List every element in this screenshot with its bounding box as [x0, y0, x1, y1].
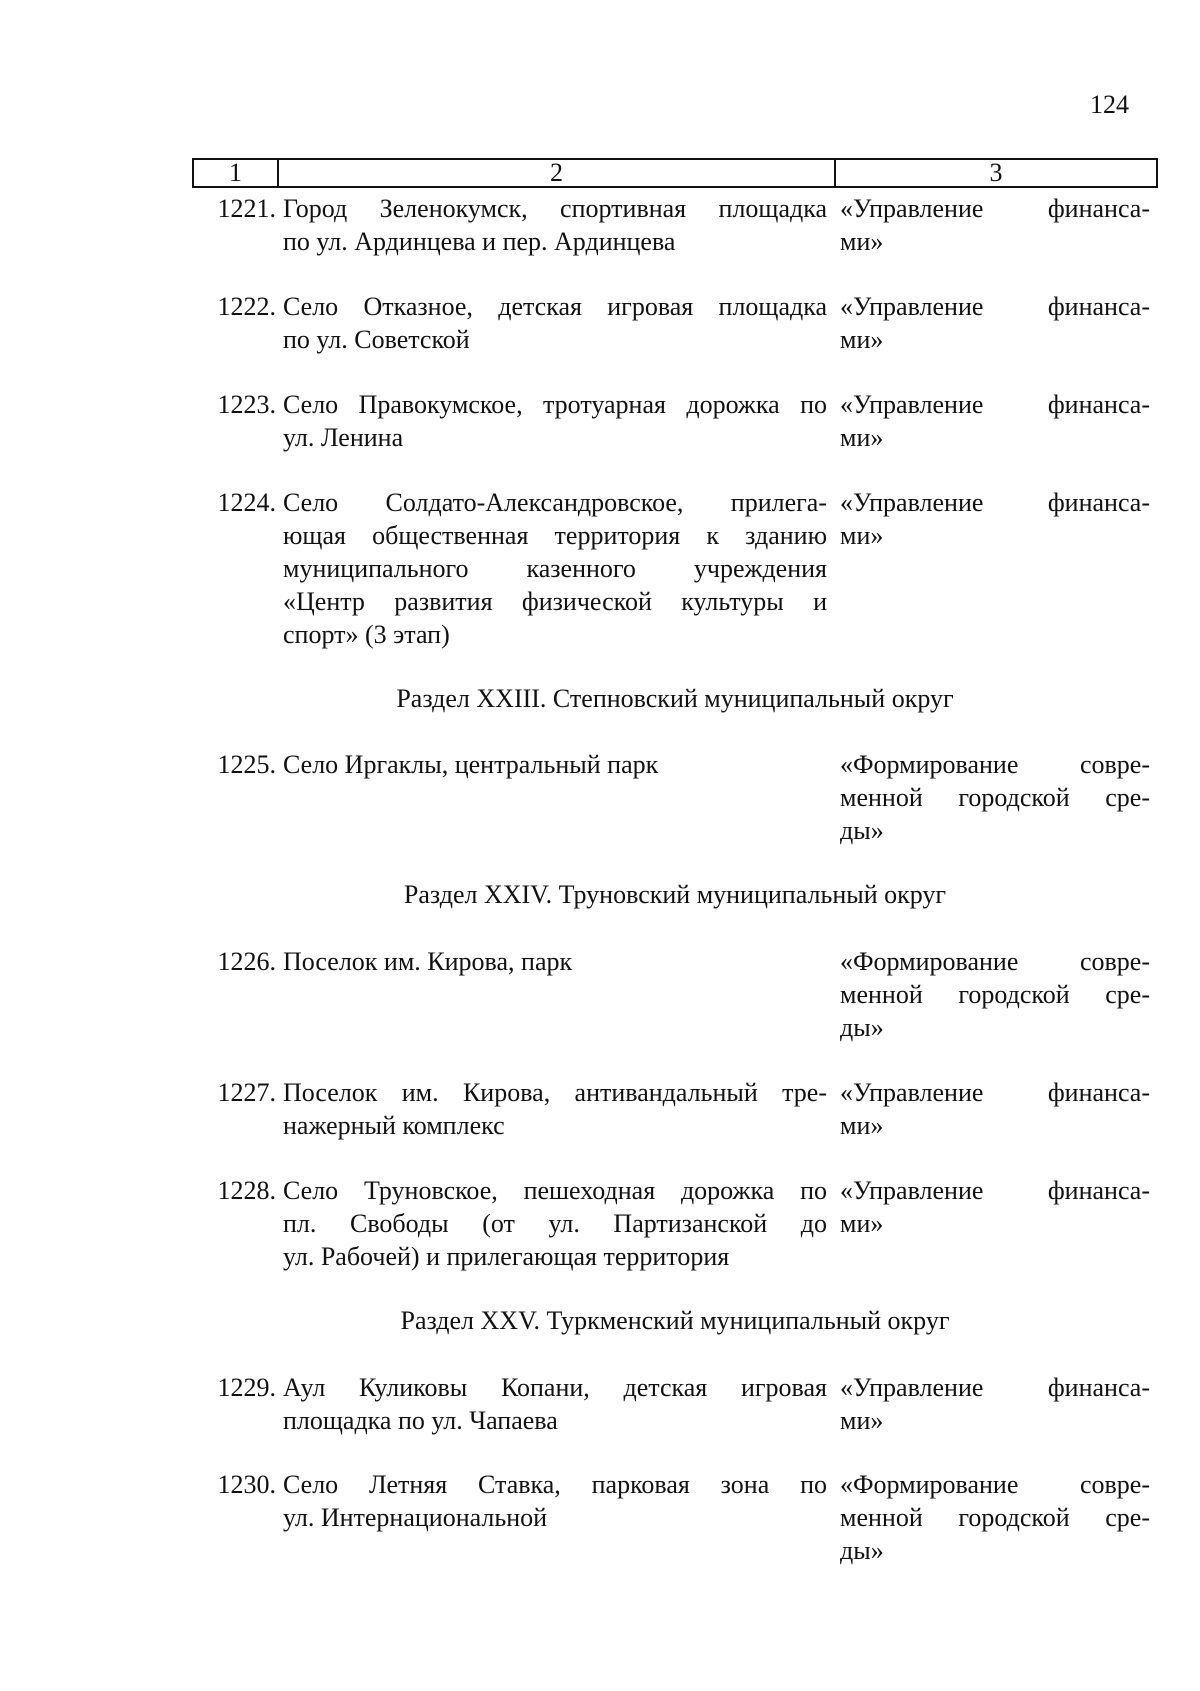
row-object [283, 748, 827, 781]
row-object-line: Город Зеленокумск, спортивная площадка [283, 194, 827, 223]
page-number: 124 [1090, 90, 1129, 119]
row-object-line: Поселок им. Кирова, антивандальный тре- [283, 1078, 827, 1107]
row-object-line: спорт» (3 этап) [283, 620, 450, 649]
row-object-line: Село Летняя Ставка, парковая зона по [283, 1470, 827, 1499]
row-object-line: Село Правокумское, тротуарная дорожка по [283, 390, 827, 419]
row-object-line: Село Труновское, пешеходная дорожка по [283, 1176, 827, 1205]
row-object-line: пл. Свободы (от ул. Партизанской до [283, 1209, 827, 1238]
row-object [283, 1076, 827, 1142]
row-program [840, 1076, 1150, 1142]
row-program [840, 945, 1150, 1044]
row-number: 1221. [217, 194, 276, 223]
row-program-line: ды» [840, 1536, 884, 1565]
row-program-line: ми» [840, 325, 884, 354]
row-object-line: муниципального казенного учреждения [283, 554, 827, 583]
row-number: 1224. [217, 488, 276, 517]
row-object [283, 1174, 827, 1273]
row-program-line: ми» [840, 227, 884, 256]
row-object-line: ул. Ленина [283, 423, 404, 452]
row-program-line: ми» [840, 1209, 884, 1238]
row-object-line: Село Отказное, детская игровая площадка [283, 292, 827, 321]
row-object [283, 388, 827, 454]
row-program-line: ми» [840, 521, 884, 550]
header-column-1: 1 [194, 160, 279, 186]
row-number: 1227. [217, 1078, 276, 1107]
row-program [840, 486, 1150, 552]
row-object-line: по ул. Советской [283, 325, 470, 354]
row-program [840, 290, 1150, 356]
row-object [283, 192, 827, 258]
row-number: 1230. [217, 1470, 276, 1499]
header-column-2: 2 [279, 160, 836, 186]
row-object-line: площадка по ул. Чапаева [283, 1406, 558, 1435]
section-heading: Раздел XXIV. Труновский муниципальный округ [403, 880, 947, 909]
row-object-line: Аул Куликовы Копани, детская игровая [283, 1373, 827, 1402]
row-program-line: «Управление финанса- [840, 1373, 1150, 1402]
row-object-line: по ул. Ардинцева и пер. Ардинцева [283, 227, 676, 256]
row-program-line: менной городской сре- [840, 980, 1150, 1009]
row-number: 1226. [217, 947, 276, 976]
row-object-line: Поселок им. Кирова, парк [283, 947, 573, 976]
row-program [840, 1174, 1150, 1240]
row-program-line: «Формирование совре- [840, 750, 1150, 779]
row-program-line: «Управление финанса- [840, 1176, 1150, 1205]
section-heading: Раздел XXV. Туркменский муниципальный округ [400, 1306, 950, 1335]
row-object [283, 486, 827, 651]
row-program-line: «Управление финанса- [840, 194, 1150, 223]
row-program [840, 388, 1150, 454]
row-program-line: ми» [840, 1111, 884, 1140]
row-object-line: Село Иргаклы, центральный парк [283, 750, 659, 779]
row-program-line: «Формирование совре- [840, 947, 1150, 976]
row-program [840, 748, 1150, 847]
row-program-line: «Управление финанса- [840, 1078, 1150, 1107]
row-program-line: менной городской сре- [840, 1503, 1150, 1532]
row-program-line: менной городской сре- [840, 783, 1150, 812]
row-number: 1228. [217, 1176, 276, 1205]
header-column-3: 3 [989, 158, 1003, 187]
row-object [283, 290, 827, 356]
row-object-line: ющая общественная территория к зданию [283, 521, 827, 550]
row-number: 1225. [217, 750, 276, 779]
row-number: 1223. [217, 390, 276, 419]
row-program-line: ми» [840, 423, 884, 452]
row-program-line: «Формирование совре- [840, 1470, 1150, 1499]
row-program-line: «Управление финанса- [840, 488, 1150, 517]
row-object-line: Село Солдато-Александровское, прилега- [283, 488, 827, 517]
row-program [840, 1468, 1150, 1567]
section-heading: Раздел XXIII. Степновский муниципальный округ [396, 684, 954, 713]
row-object [283, 1371, 827, 1437]
row-program-line: ми» [840, 1406, 884, 1435]
row-object-line: «Центр развития физической культуры и [283, 587, 827, 616]
table-header-row [192, 158, 1158, 188]
row-object-line: нажерный комплекс [283, 1111, 505, 1140]
row-object-line: ул. Рабочей) и прилегающая территория [283, 1242, 730, 1271]
row-number: 1229. [217, 1373, 276, 1402]
row-program-line: ды» [840, 816, 884, 845]
row-program [840, 1371, 1150, 1437]
row-program [840, 192, 1150, 258]
row-program-line: «Управление финанса- [840, 390, 1150, 419]
row-object [283, 1468, 827, 1534]
row-number: 1222. [217, 292, 276, 321]
row-object [283, 945, 827, 978]
row-object-line: ул. Интернациональной [283, 1503, 548, 1532]
row-program-line: ды» [840, 1013, 884, 1042]
row-program-line: «Управление финанса- [840, 292, 1150, 321]
